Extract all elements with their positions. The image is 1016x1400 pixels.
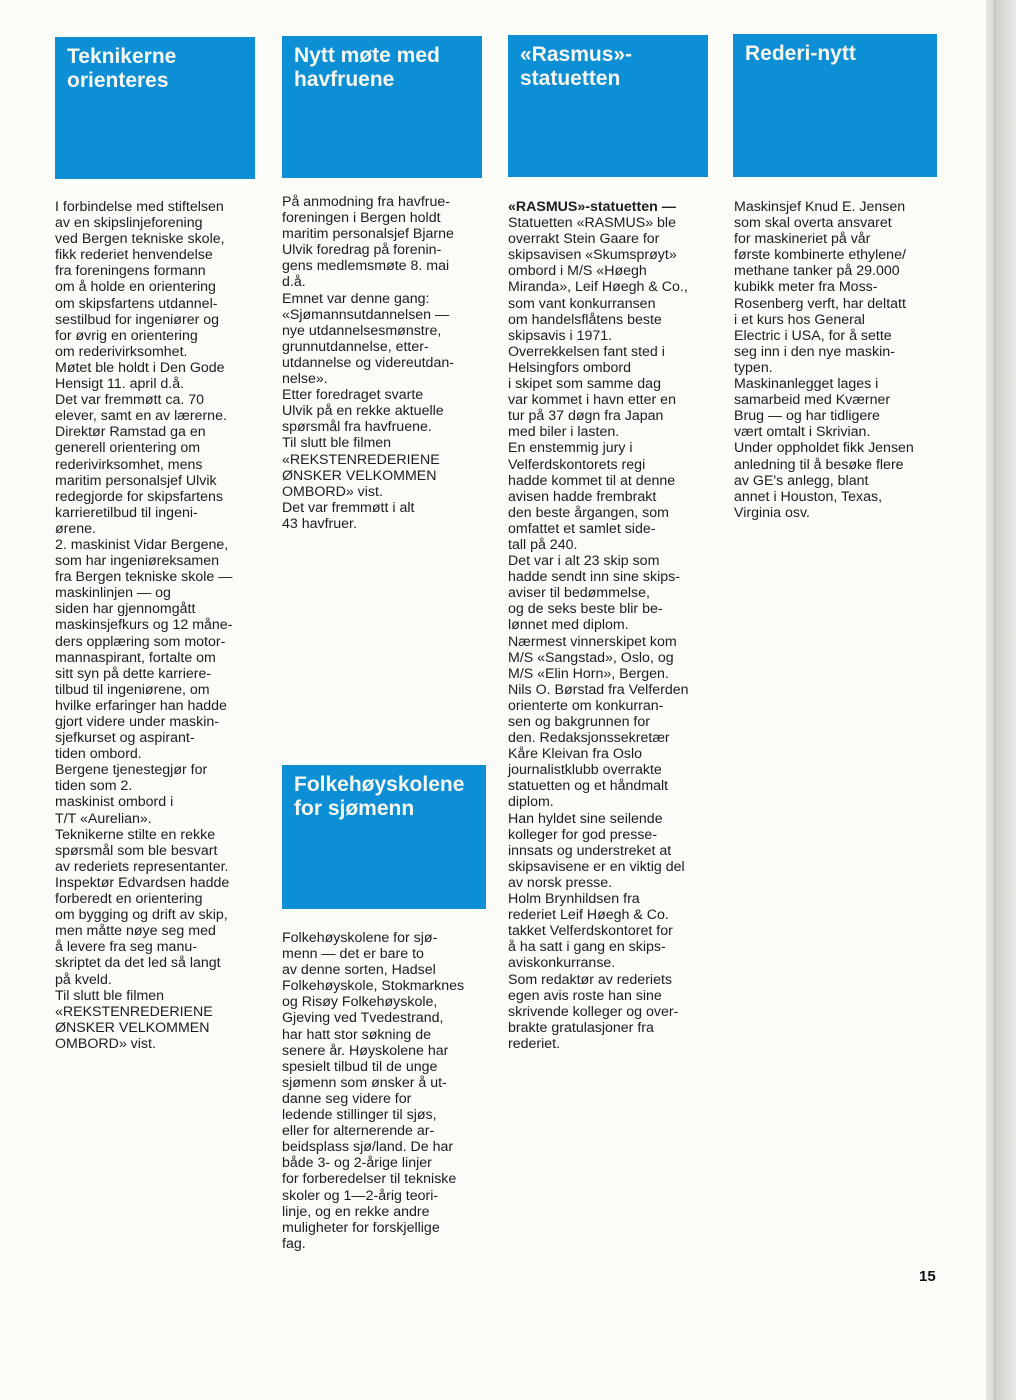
article-rasmus	[508, 199, 723, 1052]
article-folkehoyskolene-body: Folkehøyskolene for sjø- menn — det er bare to av denne sorten, Hadsel Folkehøyskole, Stokmarknes og Risøy Folkehøyskole, Gjeving ved Tvedestrand, har hatt stor søkning de senere år. Høyskolene har spesielt tilbud til de unge sjømenn som ønsker å ut- danne seg videre for ledende stillinger til sjøs, eller for alternerende ar- beidsplass sjø/land. De har både 3- og 2-årige linjer for forberedelser til tekniske skoler og 1—2-årig teori- linje, og en rekke andre muligheter for forskjellige fag.	[282, 930, 465, 1252]
article-folkehoyskolene	[282, 930, 497, 1252]
heading-rederi-nytt: Rederi-nytt	[733, 34, 937, 177]
article-rederi-nytt	[734, 199, 949, 521]
article-rasmus-body: Statuetten «RASMUS» ble overrakt Stein Gaare for skipsavisen «Skumsprøyt» ombord i M/S «Høegh Miranda», Leif Høegh & Co., som vant konkurransen om handelsflåtens beste skipsavis i 1971. Overrekkelsen fant sted i Helsingfors ombord i skipet som samme dag var kommet i havn etter en tur på 37 døgn fra Japan med biler i lasten. En enstemmig jury i Velferdskontorets regi hadde kommet til at denne avisen hadde frembrakt den beste årgangen, som omfattet et samlet side- tall på 240. Det var i alt 23 skip som hadde sendt inn sine skips- aviser til bedømmelse, og de seks beste blir be- lønnet med diplom. Nærmest vinnerskipet kom M/S «Sangstad», Oslo, og M/S «Elin Horn», Bergen. Nils O. Børstad fra Velferden orienterte om konkurran- sen og bakgrunnen for den. Redaksjonssekretær Kåre Kleivan fra Oslo journalistklubb overrakte statuetten og et håndmalt diplom. Han hyldet sine seilende kolleger for god presse- innsats og understreket at skipsavisene er en viktig del av norsk presse. Holm Brynhildsen fra rederiet Leif Høegh & Co. takket Velferdskontoret for å ha satt i gang en skips- aviskonkurranse. Som redaktør av rederiets egen avis roste han sine skrivende kolleger og over- brakte gratulasjoner fra rederiet.	[508, 215, 689, 1052]
article-havfruene	[282, 194, 497, 532]
heading-rasmus-statuetten: «Rasmus»- statuetten	[508, 35, 708, 177]
article-teknikerne	[55, 199, 270, 1052]
article-havfruene-body: På anmodning fra havfrue- foreningen i Bergen holdt maritim personalsjef Bjarne Ulvik foredrag på forenin- gens medlemsmøte 8. mai d.å. Emnet var denne gang: «Sjømannsutdannelsen — nye utdannelsesmønstre, grunnutdannelse, etter- utdannelse og videreutdan- nelse». Etter foredraget svarte Ulvik på en rekke aktuelle spørsmål fra havfruene. Til slutt ble filmen «REKSTENREDERIENE ØNSKER VELKOMMEN OMBORD» vist. Det var fremmøtt i alt 43 havfruer.	[282, 194, 454, 532]
page-number: 15	[919, 1268, 936, 1285]
heading-folkehoyskolene-for-sjomenn: Folkehøyskolene for sjømenn	[282, 765, 486, 909]
heading-teknikerne-orienteres: Teknikerne orienteres	[55, 37, 255, 179]
article-rasmus-lead: «RASMUS»-statuetten —	[508, 199, 676, 215]
page-edge	[986, 0, 1016, 1400]
article-teknikerne-body: I forbindelse med stiftelsen av en skipslinjeforening ved Bergen tekniske skole, fikk rederiet henvendelse fra foreningens formann om å holde en orientering om skipsfartens utdannel- sestilbud for ingeniører og for øvrig en orientering om rederivirksomhet. Møtet ble holdt i Den Gode Hensigt 11. april d.å. Det var fremmøtt ca. 70 elever, samt en av lærerne. Direktør Ramstad ga en generell orientering om rederivirksomhet, mens maritim personalsjef Ulvik redegjorde for skipsfartens karrieretilbud til ingeni- ørene. 2. maskinist Vidar Bergene, som har ingeniøreksamen fra Bergen tekniske skole — maskinlinjen — og siden har gjennomgått maskinsjefkurs og 12 måne- ders opplæring som motor- mannaspirant, fortalte om sitt syn på dette karriere- tilbud til ingeniørene, om hvilke erfaringer han hadde gjort videre under maskin- sjefkurset og aspirant- tiden ombord. Bergene tjenestegjør for tiden som 2. maskinist ombord i T/T «Aurelian». Teknikerne stilte en rekke spørsmål som ble besvart av rederiets representanter. Inspektør Edvardsen hadde forberedt en orientering om bygging og drift av skip, men måtte nøye seg med å levere fra seg manu- skriptet da det led så langt på kveld. Til slutt ble filmen «REKSTENREDERIENE ØNSKER VELKOMMEN OMBORD» vist.	[55, 199, 233, 1052]
article-rederi-nytt-body: Maskinsjef Knud E. Jensen som skal overta ansvaret for maskineriet på vår første kombinerte ethylene/ methane tanker på 29.000 kubikk meter fra Moss- Rosenberg verft, har deltatt i et kurs hos General Electric i USA, for å sette seg inn i den nye maskin- typen. Maskinanlegget lages i samarbeid med Kværner Brug — og har tidligere vært omtalt i Skrivian. Under oppholdet fikk Jensen anledning til å besøke flere av GE's anlegg, blant annet i Houston, Texas, Virginia osv.	[734, 199, 914, 521]
heading-nytt-mote-med-havfruene: Nytt møte med havfruene	[282, 36, 482, 178]
